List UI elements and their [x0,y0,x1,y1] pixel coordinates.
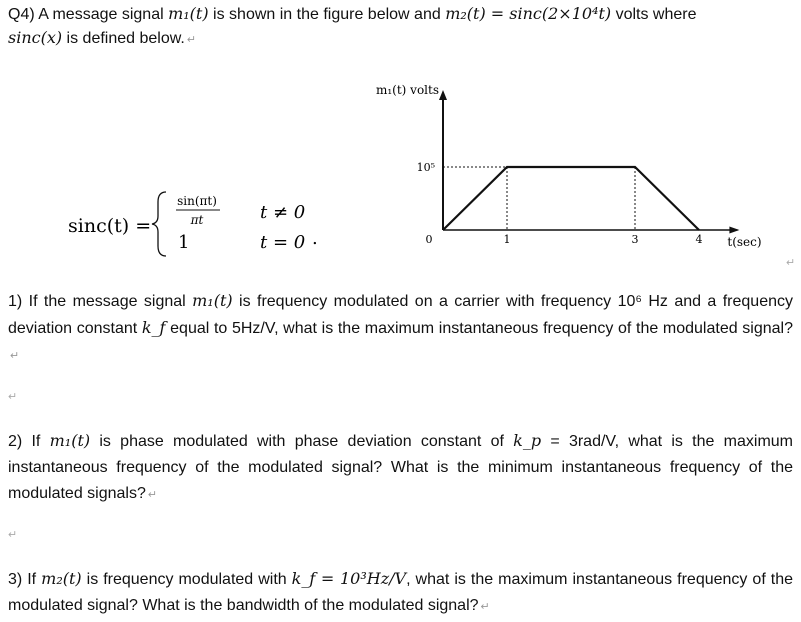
sinc-lhs: sinc(t) = [68,215,152,237]
part-1 [8,288,793,369]
paragraph-mark-icon: ↵ [147,489,158,501]
part-1-text-b: is frequency modulated on a carrier with frequency 10⁶ Hz and a frequency deviation constant [8,293,794,337]
y-tick-label: 10⁵ [416,161,435,174]
x-axis-label: t(sec) [727,235,762,249]
intro-text-a: Q4) A message signal [8,6,169,23]
paragraph-mark-icon: ↵ [8,529,18,541]
sinc-case1-value: 1 [178,232,190,253]
sinc-trailing-dot: . [312,228,318,249]
brace-icon [152,192,166,256]
sinc-definition [60,188,340,258]
part-2 [8,428,793,508]
x-axis-arrow-icon [729,227,739,234]
x-tick-label-0: 0 [425,233,433,246]
intro-text-b: is shown in the figure below and [208,6,446,23]
paragraph-mark-icon: ↵ [786,257,796,269]
sinc-numerator: sin(πt) [177,194,217,208]
sinc-denominator: πt [190,213,204,227]
part-3-text-b: is frequency modulated with [81,571,292,588]
intro-text-d: is defined below. [62,30,185,47]
part-3 [8,566,793,620]
m1-symbol: m₁(t) [168,4,209,23]
part-2-text-b: is phase modulated with phase deviation constant of [90,433,514,450]
y-axis-arrow-icon [439,90,447,100]
sinc-symbol: sinc(x) [8,28,63,47]
part-1-m1-symbol: m₁(t) [192,291,233,310]
x-tick-label-3: 3 [631,233,639,246]
sinc-case1-cond: t ≠ 0 [260,202,306,223]
m1-plot [360,78,780,268]
part-3-m2-symbol: m₂(t) [41,569,82,588]
part-1-text-a: 1) If the message signal [8,293,193,310]
part-3-text-a: 3) If [8,571,42,588]
paragraph-mark-icon: ↵ [480,601,490,613]
part-3-text-c: , what is the maximum instantaneous frequency of the modulated signal? What is the bandwidth of the modulated signal? [8,571,794,614]
paragraph-mark-icon: ↵ [8,391,18,403]
part-2-kp-symbol: k_p [513,431,542,450]
y-axis-label: m₁(t) volts [375,83,439,97]
paragraph-mark-icon: ↵ [186,34,197,46]
sinc-case2-cond: t = 0 [260,232,306,253]
question-line-1 [8,4,697,25]
m2-equation: = sinc(2×10⁴t) [485,4,612,23]
x-tick-label-4: 4 [695,233,703,246]
paragraph-mark-icon: ↵ [10,350,20,362]
part-2-text-a: 2) If [8,433,50,450]
intro-text-c: volts where [611,6,697,23]
part-1-text-c: equal to 5Hz/V, what is the maximum instantaneous frequency of the modulated signal? [165,320,793,337]
x-tick-label-1: 1 [503,233,511,246]
part-3-kf-equation: k_f = 10³Hz/V [291,569,407,588]
part-2-text-c: = 3rad/V, what is the maximum instantaneous frequency of the modulated signal? What is the minimum instantaneous frequency of the modulated signals? [8,433,794,502]
m2-symbol: m₂(t) [445,4,486,23]
part-1-kf-symbol: k_f [141,318,166,337]
question-line-2 [8,28,196,50]
m1-series-line [443,167,699,230]
part-2-m1-symbol: m₁(t) [49,431,91,450]
